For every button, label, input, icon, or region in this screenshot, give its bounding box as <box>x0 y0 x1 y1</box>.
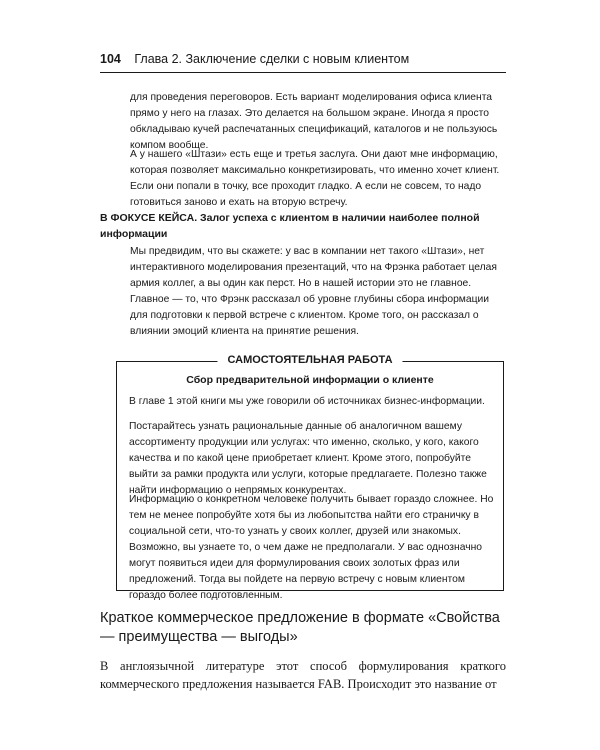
header-rule <box>100 72 506 73</box>
section-heading: Краткое коммерческое предложение в формате «Свойства — преимущества — выгоды» <box>100 610 500 645</box>
exercise-box-subtitle: Сбор предварительной информации о клиенте <box>186 374 434 386</box>
exercise-box-label: САМОСТОЯТЕЛЬНАЯ РАБОТА <box>217 354 402 366</box>
case-focus-text: Мы предвидим, что вы скажете: у вас в компании нет такого «Штази», нет интерактивного моделирования презентаций, что на Фрэнка работает целая армия коллег, а вы один как перст. Но в нашей истории это не главное. Главное — то, что Фрэнк рассказал об уровне глубины сбора информации для подготовки к первой встрече с клиентом. Кроме того, он рассказал о влиянии эмоций клиента на принятие решения. <box>130 246 497 337</box>
case-focus-heading: В ФОКУСЕ КЕЙСА. Залог успеха с клиентом в наличии наиболее полной информации <box>100 212 480 240</box>
body-paragraph-1: для проведения переговоров. Есть вариант моделирования офиса клиента прямо у него на глазах. Это делается на большом экране. Иногда я просто обкладываю кучей распечатанных спецификаций, каталогов и не пользуюсь компом вообще. <box>130 92 498 151</box>
running-header <box>100 52 520 66</box>
page-number: 104 <box>100 52 121 66</box>
exercise-paragraph-2: Постарайтесь узнать рациональные данные об аналогичном вашему ассортименту продукции или услугах: что именно, сколько, у кого, какого качества и по какой цене приобретает клиент. Кроме этого, попробуйте выйти за рамки продукта или услуги, которые предлагаете. Полезно также найти информацию о непрямых конкурентах. <box>129 421 487 496</box>
chapter-title: Глава 2. Заключение сделки с новым клиентом <box>134 52 410 66</box>
exercise-paragraph-1: В главе 1 этой книги мы уже говорили об источниках бизнес-информации. <box>129 396 485 407</box>
section-body-text: В англоязычной литературе этот способ формулирования краткого коммерческого предложения называется FAB. Происходит это название от <box>100 659 506 691</box>
exercise-paragraph-3: Информацию о конкретном человеке получить бывает гораздо сложнее. Но тем не менее попробуйте хотя бы из любопытства найти его страничку в социальной сети, что-то узнать у своих коллег, друзей или знакомых. Возможно, вы узнаете то, о чем даже не предполагали. У вас однозначно могут появиться идеи для формулирования своих золотых фраз или предложений. Тогда вы пойдете на первую встречу с новым клиентом гораздо более подготовленным. <box>129 494 494 601</box>
exercise-box <box>116 354 504 601</box>
body-paragraph-2: А у нашего «Штази» есть еще и третья заслуга. Они дают мне информацию, которая позволяет максимально конкретизировать, что именно хочет клиент. Если они попали в точку, все проходит гладко. А если не совсем, то надо готовиться заново и ехать на вторую встречу. <box>130 149 500 208</box>
